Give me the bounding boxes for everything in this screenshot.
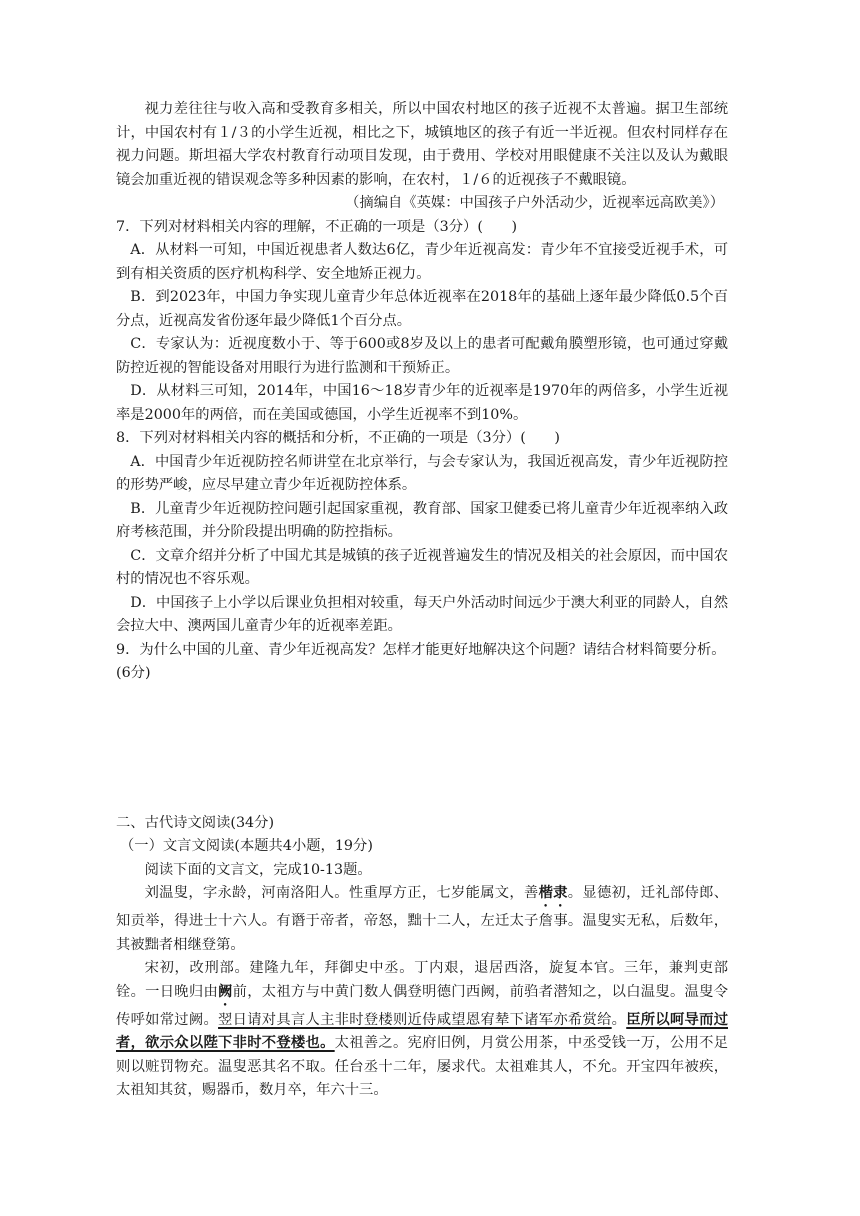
p2-text-d: 太祖善之。宪府旧例，月赏公用茶，中丞受钱一万，公用不足则以赃罚物充。温叟恶其名不取。任台丞十二年，屡求代。太祖难其人，不允。开宝四年被疾，太祖知其贫，赐器币，数月卒，年六十三。 — [116, 1035, 728, 1098]
question-7-option-d: D．从材料三可知，2014年，中国16～18岁青少年的近视率是1970年的两倍多，小学生近视率是2000年的两倍，而在美国或德国，小学生近视率不到10%。 — [116, 383, 728, 423]
question-8-option-b: B．儿童青少年近视防控问题引起国家重视，教育部、国家卫健委已将儿童青少年近视率纳入政府考核范围，并分阶段提出明确的防控指标。 — [116, 500, 728, 540]
classical-paragraph-2 — [116, 957, 728, 1103]
question-7-option-b: B．到2023年，中国力争实现儿童青少年总体近视率在2018年的基础上逐年最少降低0.5个百分点，近视高发省份逐年最少降低1个百分点。 — [116, 289, 728, 329]
p1-text-a: 刘温叟，字永龄，河南洛阳人。性重厚方正，七岁能属文，善 — [144, 885, 539, 901]
p1-text-b: 。显德初，迁礼部侍郎、知贡举，得进士十六人。有谮于帝者，帝怒，黜十二人，左迁太子詹事。温叟实无私，后数年，其被黜者相继登第。 — [116, 885, 729, 953]
question-8-stem: 8．下列对材料相关内容的概括和分析，不正确的一项是（3分）( ) — [116, 430, 560, 446]
section-intro: 阅读下面的文言文，完成10-13题。 — [144, 861, 372, 878]
question-7-stem: 7．下列对材料相关内容的理解，不正确的一项是（3分）( ) — [116, 218, 518, 235]
classical-paragraph-1 — [116, 882, 728, 957]
p2-text-b: 前，太祖方与中黄门数人偶登明德门西阙，前驺者潜知之，以白温叟。温叟令传呼如常过阙。 — [116, 983, 728, 1028]
page-content — [116, 98, 728, 1103]
question-8-option-d: D．中国孩子上小学以后课业负担相对较重，每天户外活动时间远少于澳大利亚的同龄人，自然会拉大中、澳两国儿童青少年的近视率差距。 — [116, 594, 728, 634]
section-title: 二、古代诗文阅读(34分) — [116, 814, 275, 831]
question-7-option-a: A．从材料一可知，中国近视患者人数达6亿，青少年近视高发：青少年不宜接受近视手术，可到有相关资质的医疗机构科学、安全地矫正视力。 — [116, 242, 728, 282]
p2-text-c: 。 — [611, 1011, 627, 1028]
section-subtitle: （一）文言文阅读(本题共4小题，19分) — [120, 838, 373, 854]
underlined-sentence-translate: 臣所以呵导而过者，欲示众以陛下非时不登楼也。 — [116, 1011, 728, 1051]
question-9-stem: 9．为什么中国的儿童、青少年近视高发？怎样才能更好地解决这个问题？请结合材料简要分析。(6分) — [116, 641, 726, 681]
emphasis-dots-kaili: 楷隶 — [538, 885, 568, 901]
answer-space — [116, 686, 728, 812]
p2-text-a: 宋初，改刑部。建隆九年，拜御史中丞。丁内艰，退居西洛，旋复本官。三年，兼判吏部铨。一日晚归由 — [116, 960, 728, 1000]
material-citation: （摘编自《英媒：中国孩子户外活动少，近视率远高欧美》） — [345, 195, 724, 211]
emphasis-dots-que: 阙 — [218, 983, 233, 1000]
question-8-option-c: C．文章介绍并分析了中国尤其是城镇的孩子近视普遍发生的情况及相关的社会原因，而中国农村的情况也不容乐观。 — [116, 547, 728, 587]
material-paragraph: 视力差往往与收入高和受教育多相关，所以中国农村地区的孩子近视不太普遍。据卫生部统计，中国农村有１/３的小学生近视，相比之下，城镇地区的孩子有近一半近视。但农村同样存在视力问题。斯坦福大学农村教育行动项目发现，由于费用、学校对用眼健康不关注以及认为戴眼镜会加重近视的错误观念等多种因素的影响，在农村，１/６的近视孩子不戴眼镜。 — [116, 101, 728, 188]
question-8-option-a: A．中国青少年近视防控名师讲堂在北京举行，与会专家认为，我国近视高发，青少年近视防控的形势严峻，应尽早建立青少年近视防控体系。 — [116, 453, 728, 493]
underlined-sentence-punctuation: 翌日请对具言人主非时登楼则近侍咸望恩宥辇下诸军亦希赏给 — [218, 1011, 612, 1028]
question-7-option-c: C．专家认为：近视度数小于、等于600或8岁及以上的患者可配戴角膜塑形镜，也可通过穿戴防控近视的智能设备对用眼行为进行监测和干预矫正。 — [116, 336, 728, 376]
